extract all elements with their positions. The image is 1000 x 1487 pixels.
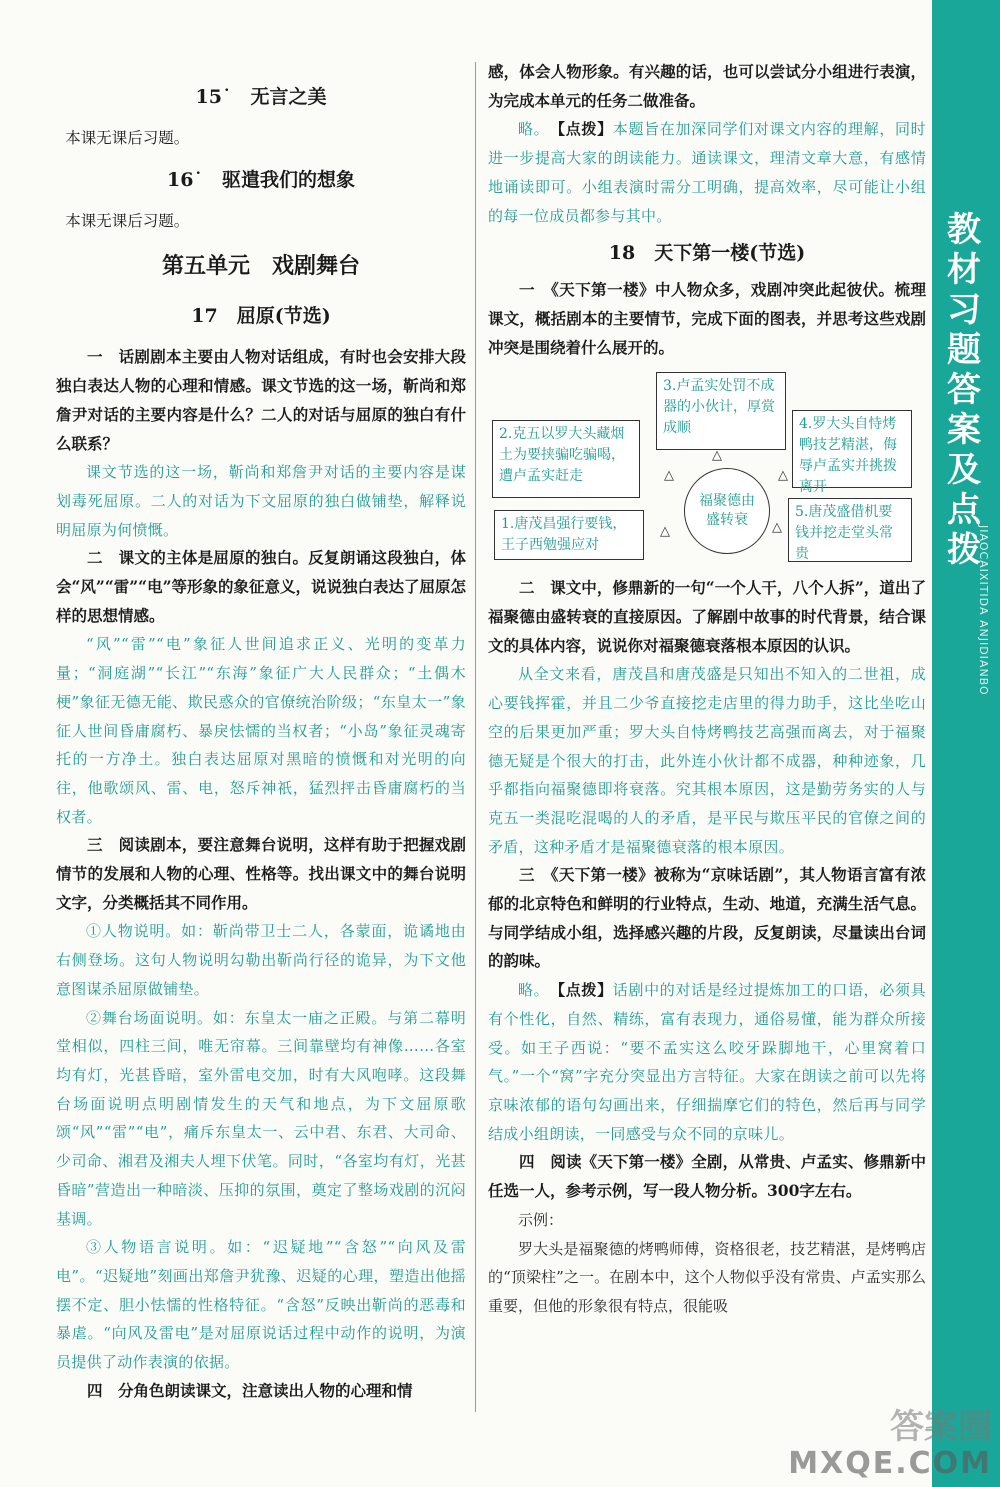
lesson-15-note: 本课无课后习题。: [65, 129, 190, 147]
answer-18-3-tip-label: 【点拨】: [557, 981, 613, 1000]
left-column: [56, 58, 466, 1405]
diagram-arrow: △: [712, 448, 722, 464]
lesson-18-title: 18 天下第一楼(节选): [608, 242, 806, 265]
diagram-box-5: 5.唐茂盛借机要钱并挖走堂头常贵: [788, 498, 912, 562]
answer-17-3-2: ②舞台场面说明。如：东皇太一庙之正殿。与第二幕明堂相似，四柱三间，唯无帘幕。三间靠壁均有神像……各室均有灯，光甚昏暗，室外雷电交加，时有大风咆哮。这段舞台场面说明点明剧情发生的天气和地点，为下文屈原歌颂“风”“雷”“电”，痛斥东皇太一、云中君、东君、大司命、少司命、湘君及湘夫人埋下伏笔。同时，“各室均有灯，光甚昏暗”营造出一种暗淡、压抑的氛围，奠定了整场戏剧的沉闷基调。: [56, 1008, 466, 1228]
diagram-center: 福聚德由盛转衰: [684, 468, 770, 554]
answer-18-3: [488, 976, 926, 1148]
answer-17-4-tip: 本题旨在加深同学们对课文内容的理解，同时进一步提高大家的朗读能力。通读课文，理清文章大意，有感情地诵读即可。小组表演时需分工明确，提高效率，尽可能让小组的每一位成员都参与其中。: [488, 120, 926, 225]
question-17-1: 一 话剧剧本主要由人物对话组成，有时也会安排大段独白表达人物的心理和情感。课文节选的这一场，靳尚和郑詹尹对话的主要内容是什么？二人的对话与屈原的独白有什么联系？: [56, 347, 466, 453]
question-17-4: 四 分角色朗读课文，注意读出人物的心理和情: [87, 1380, 413, 1400]
answer-18-3-lue: 略。: [518, 981, 542, 1000]
question-17-4-continued: 感，体会人物形象。有兴趣的话，也可以尝试分小组进行表演，为完成本单元的任务二做准备。: [488, 62, 926, 110]
answer-17-2: “风”“雷”“电”象征人世间追求正义、光明的变革力量；“洞庭湖”“长江”“东海”象征广大人民群众；“土偶木梗”象征无德无能、欺民惑众的官僚统治阶级；“东皇太一”象征人世间昏庸腐朽、暴戾怯懦的当权者；“小岛”象征灵魂寄托的一方净土。独白表达屈原对黑暗的愤慨和对光明的向往，他歌颂风、雷、电，怒斥神祇，猛烈抨击昏庸腐朽的当权者。: [56, 635, 466, 826]
lesson-15-title: 15˙ 无言之美: [195, 86, 327, 108]
sidebar-pinyin: JIAOCAIXITIDA ANJIDIANBO: [977, 525, 990, 696]
diagram-arrow: △: [772, 520, 782, 536]
question-18-1: 一 《天下第一楼》中人物众多，戏剧冲突此起彼伏。梳理课文，概括剧本的主要情节，完成下面的图表，并思考这些戏剧冲突是围绕着什么展开的。: [488, 280, 926, 357]
diagram-box-1: 1.唐茂昌强行要钱，王子西勉强应对: [494, 510, 644, 560]
answer-18-3-tip: 话剧中的对话是经过提炼加工的口语，必须具有个性化，自然、精练，富有表现力，通俗易懂，能为群众所接受。如王子西说：“要不孟实这么咬牙跺脚地干，心里窝着口气。”一个“窝”字充分突显出方言特征。大家在朗读之前可以先将京味浓郁的语句勾画出来，仔细揣摩它们的特色，然后再与同学结成小组朗读，一同感受与众不同的京味儿。: [488, 981, 926, 1143]
lesson-16-note: 本课无课后习题。: [65, 211, 190, 230]
answer-17-4-lue: 略。: [518, 120, 542, 139]
answer-17-4-tip-label: 【点拨】: [557, 120, 613, 139]
example-label: 示例：: [518, 1210, 564, 1229]
lesson-17-title: 17 屈原(节选): [191, 305, 331, 328]
answer-18-2: 从全文来看，唐茂昌和唐茂盛是只知出不知入的二世祖，成心要钱挥霍，并且二少爷直接挖走店里的得力助手，这比坐吃山空的后果更加严重；罗大头自恃烤鸭技艺高强而离去，对于福聚德无疑是个很大的打击，此外连小伙计都不成器，种种迹象，几乎都指向福聚德即将衰落。究其根本原因，这是勤劳务实的人与克五一类混吃混喝的人的矛盾，是平民与欺压平民的官僚之间的矛盾，这种矛盾才是福聚德衰落的根本原因。: [488, 665, 926, 856]
diagram-box-3: 3.卢孟实处罚不成器的小伙计，厚赏成顺: [656, 372, 786, 450]
diagram-arrow: △: [778, 468, 788, 484]
lesson-16-title: 16˙ 驱遣我们的想象: [167, 168, 355, 191]
watermark-top: 答案圈: [890, 1407, 992, 1447]
diagram-box-4: 4.罗大头自恃烤鸭技艺精湛，侮辱卢孟实并挑拨离开: [792, 410, 912, 488]
question-18-2: 二 课文中，修鼎新的一句“一个人干，八个人拆”，道出了福聚德由盛转衰的直接原因。了解剧中故事的时代背景，结合课文的具体内容，说说你对福聚德衰落根本原因的认识。: [488, 578, 926, 655]
answer-17-3-1: ①人物说明。如：靳尚带卫士二人，各蒙面，诡谲地由右侧登场。这句人物说明勾勒出靳尚行径的诡异，为下文他意图谋杀屈原做铺垫。: [56, 922, 466, 998]
example-text: 罗大头是福聚德的烤鸭师傅，资格很老，技艺精湛，是烤鸭店的“顶梁柱”之一。在剧本中，这个人物似乎没有常贵、卢孟实那么重要，但他的形象很有特点，很能吸: [488, 1239, 926, 1315]
question-18-3: 三 《天下第一楼》被称为“京味话剧”，其人物语言富有浓郁的北京特色和鲜明的行业特点，生动、地道，充满生活气息。与同学结成小组，选择感兴趣的片段，反复朗读，尽量读出台词的韵味。: [488, 865, 926, 971]
answer-17-3-3: ③人物语言说明。如：“迟疑地”“含怒”“向风及雷电”。“迟疑地”刻画出郑詹尹犹豫、迟疑的心理，塑造出他摇摆不定、胆小怯懦的性格特征。“含怒”反映出靳尚的恶毒和暴虐。“向风及雷电”是对屈原说话过程中动作的说明，为演员提供了动作表演的依据。: [56, 1238, 466, 1372]
plot-diagram: [488, 370, 918, 566]
diagram-arrow: △: [664, 468, 674, 484]
sidebar-title: 教材习题答案及点拨: [947, 210, 981, 570]
question-17-3: 三 阅读剧本，要注意舞台说明，这样有助于把握戏剧情节的发展和人物的心理、性格等。找出课文中的舞台说明文字，分类概括其不同作用。: [56, 835, 466, 912]
answer-17-1: 课文节选的这一场，靳尚和郑詹尹对话的主要内容是谋划毒死屈原。二人的对话为下文屈原的独白做铺垫，解释说明屈原为何愤慨。: [56, 463, 466, 539]
watermark: [772, 1407, 992, 1481]
question-18-4: 四 阅读《天下第一楼》全剧，从常贵、卢孟实、修鼎新中任选一人，参考示例，写一段人物分析。300字左右。: [488, 1152, 926, 1201]
right-column: [488, 58, 926, 1321]
watermark-bottom: MXQE.COM: [788, 1446, 992, 1481]
unit-title: 第五单元 戏剧舞台: [161, 253, 360, 280]
diagram-box-2: 2.克五以罗大头藏烟土为要挟骗吃骗喝，遭卢孟实赶走: [492, 420, 640, 498]
answer-17-4: [488, 115, 926, 230]
diagram-arrow: △: [660, 524, 670, 540]
column-divider: [475, 62, 476, 1412]
question-17-2: 二 课文的主体是屈原的独白。反复朗诵这段独白，体会“风”“雷”“电”等形象的象征意义，说说独白表达了屈原怎样的思想情感。: [56, 548, 466, 625]
